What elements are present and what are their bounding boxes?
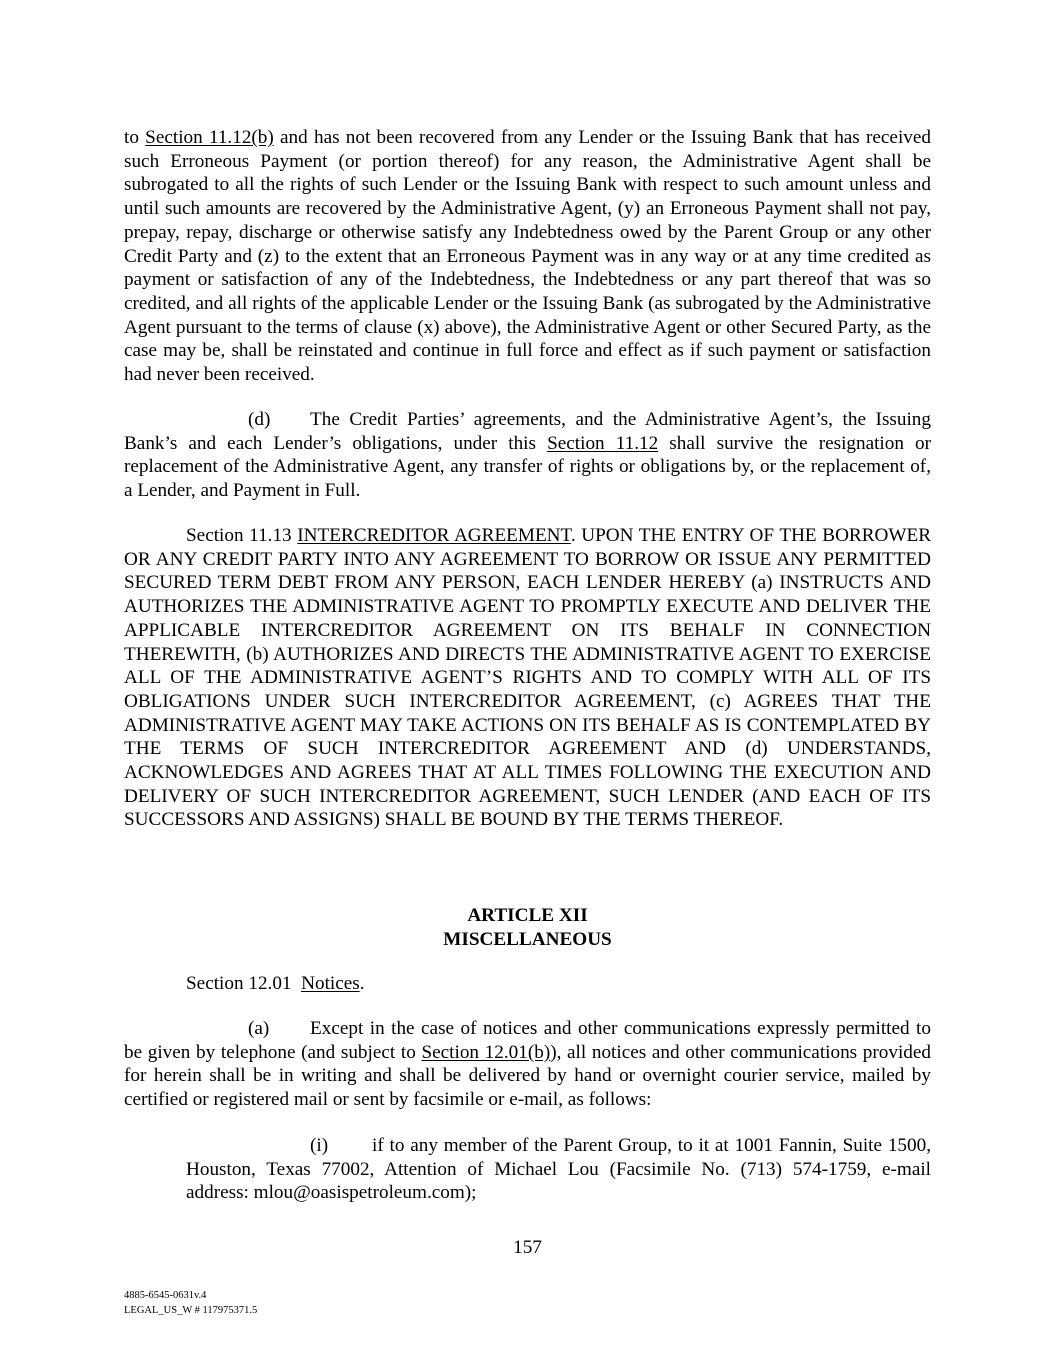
- paragraph-i: [186, 1134, 931, 1205]
- paragraph-text: . UPON THE ENTRY OF THE BORROWER OR ANY CREDIT PARTY INTO ANY AGREEMENT TO BORROW OR ISSUE ANY PERMITTED SECURED TERM DEBT FROM ANY PERSON, EACH LENDER HEREBY (a) INSTRUCTS AND AUTHORIZES THE ADMINISTRATIVE AGENT TO PROMPTLY EXECUTE AND DELIVER THE APPLICABLE INTERCREDITOR AGREEMENT ON ITS BEHALF IN CONNECTION THEREWITH, (b) AUTHORIZES AND DIRECTS THE ADMINISTRATIVE AGENT TO EXERCISE ALL OF THE ADMINISTRATIVE AGENT’S RIGHTS AND TO COMPLY WITH ALL OF ITS OBLIGATIONS UNDER SUCH INTERCREDITOR AGREEMENT, (c) AGREES THAT THE ADMINISTRATIVE AGENT MAY TAKE ACTIONS ON ITS BEHALF AS IS CONTEMPLATED BY THE TERMS OF SUCH INTERCREDITOR AGREEMENT AND (d) UNDERSTANDS, ACKNOWLEDGES AND AGREES THAT AT ALL TIMES FOLLOWING THE EXECUTION AND DELIVERY OF SUCH INTERCREDITOR AGREEMENT, SUCH LENDER (AND EACH OF ITS SUCCESSORS AND ASSIGNS) SHALL BE BOUND BY THE TERMS THEREOF.: [124, 525, 932, 831]
- section-title: Notices: [301, 973, 360, 994]
- cross-reference-link[interactable]: Section 12.01(b): [421, 1041, 551, 1063]
- paragraph-c-continued: [124, 126, 931, 387]
- clause-label: (a): [248, 1018, 270, 1039]
- article-title: MISCELLANEOUS: [443, 928, 612, 950]
- section-number: Section 11.13: [186, 525, 292, 546]
- paragraph-d: [124, 408, 931, 503]
- section-11-13: [124, 524, 931, 832]
- clause-label: (d): [248, 409, 271, 430]
- page-number: 157: [513, 1237, 542, 1258]
- clause-label: (i): [310, 1135, 329, 1156]
- paragraph-text: Except in the case of notices and other communications expressly permitted to be given by telephone (and subject to: [124, 1018, 931, 1063]
- section-number: Section 12.01: [186, 973, 292, 994]
- section-title: INTERCREDITOR AGREEMENT: [297, 525, 571, 546]
- cross-reference-link[interactable]: Section 11.12(b): [145, 127, 274, 148]
- cross-reference-link[interactable]: Section 11.12: [547, 432, 659, 454]
- paragraph-a: [124, 1017, 931, 1112]
- article-number: ARTICLE XII: [467, 905, 588, 926]
- article-heading: [124, 904, 931, 951]
- section-12-01-heading: [124, 972, 931, 996]
- paragraph-text: shall survive the resignation or replacement of the Administrative Agent, any transfer of rights or obligations by, or the replacement of, a Lender, and Payment in Full.: [124, 432, 932, 502]
- paragraph-text: ), all notices and other communications provided for herein shall be in writing and shall be delivered by hand or overnight courier service, mailed by certified or registered mail or sent by facsimile or e-mail, as follows:: [124, 1041, 931, 1111]
- footer-doc-id: 4885-6545-0631v.4: [124, 1290, 207, 1301]
- paragraph-text: The Credit Parties’ agreements, and the Administrative Agent’s, the Issuing Bank’s and each Lender’s obligations, under this: [124, 409, 931, 454]
- paragraph-text: to: [124, 127, 146, 148]
- footer-legal-id: LEGAL_US_W # 117975371.5: [124, 1305, 258, 1316]
- punctuation: .: [359, 973, 365, 994]
- paragraph-text: if to any member of the Parent Group, to it at 1001 Fannin, Suite 1500, Houston, Texas 77002, Attention of Michael Lou (Facsimile No. (713) 574-1759, e-mail address: mlou@oasispetroleum.com);: [186, 1135, 931, 1204]
- paragraph-text: and has not been recovered from any Lender or the Issuing Bank that has received such Erroneous Payment (or portion thereof) for any reason, the Administrative Agent shall be subrogated to all the rights of such Lender or the Issuing Bank with respect to such amount unless and until such amounts are recovered by the Administrative Agent, (y) an Erroneous Payment shall not pay, prepay, repay, discharge or otherwise satisfy any Indebtedness owed by the Parent Group or any other Credit Party and (z) to the extent that an Erroneous Payment was in any way or at any time credited as payment or satisfaction of any of the Indebtedness, the Indebtedness or any part thereof that was so credited, and all rights of the applicable Lender or the Issuing Bank (as subrogated by the Administrative Agent pursuant to the terms of clause (x) above), the Administrative Agent or other Secured Party, as the case may be, shall be reinstated and continue in full force and effect as if such payment or satisfaction had never been received.: [124, 127, 931, 386]
